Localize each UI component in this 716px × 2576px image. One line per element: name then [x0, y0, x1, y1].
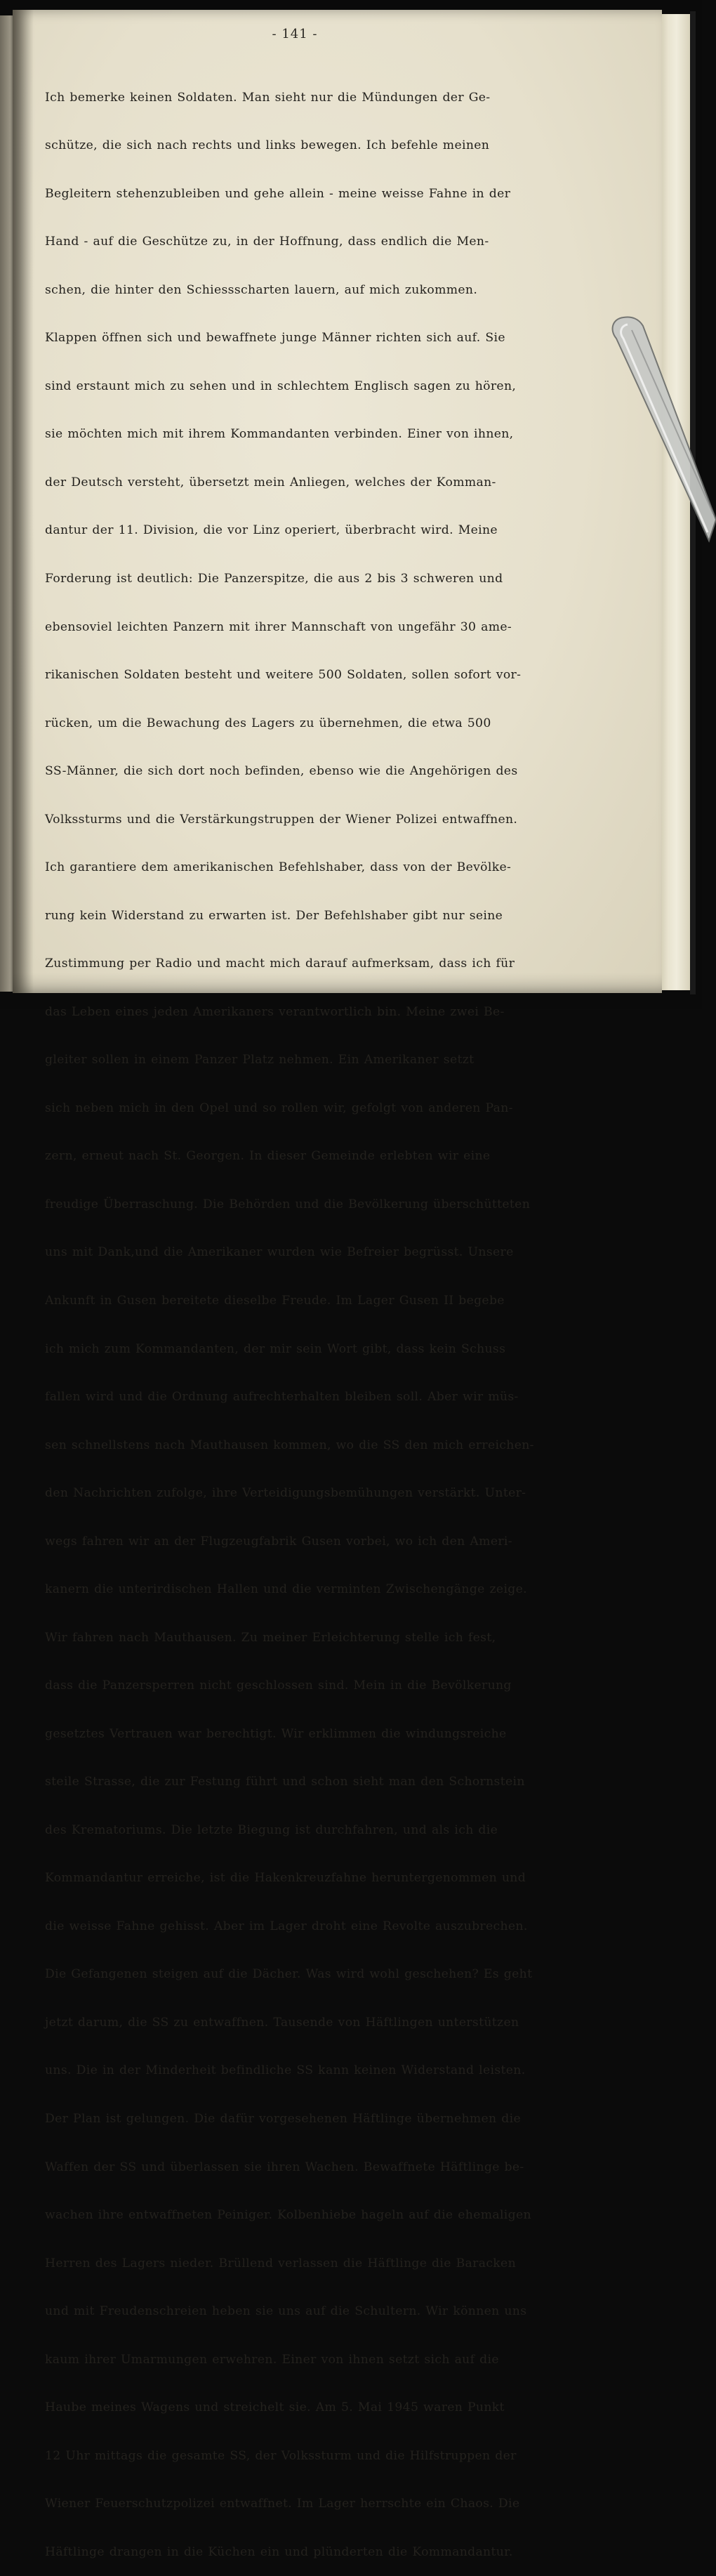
text-line: Ich garantiere dem amerikanischen Befehlshaber, dass von der Bevölke-	[45, 860, 512, 875]
text-line: dantur der 11. Division, die vor Linz operiert, überbracht wird. Meine	[45, 523, 498, 538]
text-line: kanern die unterirdischen Hallen und die verminten Zwischengänge zeige.	[45, 1582, 527, 1597]
text-line: Waffen der SS und überlassen sie ihren Wachen. Bewaffnete Häftlinge be-	[45, 2160, 524, 2174]
text-line: Herren des Lagers nieder. Brüllend verlassen die Häftlinge die Baracken	[45, 2256, 517, 2271]
gutter-shadow	[13, 10, 34, 993]
text-line: Wiener Feuerschutzpolizei entwaffnet. Im Lager herrschte ein Chaos. Die	[45, 2497, 520, 2511]
text-line: und mit Freudenschreien heben sie uns auf die Schultern. Wir können uns	[45, 2304, 527, 2319]
text-line: Haube meines Wagens und streichelt sie. Am 5. Mai 1945 waren Punkt	[45, 2400, 505, 2415]
text-line: des Krematoriums. Die letzte Biegung ist durchfahren, und als ich die	[45, 1822, 498, 1837]
text-line: sich neben mich in den Opel und so rollen wir, gefolgt von anderen Pan-	[45, 1100, 513, 1115]
text-line: rikanischen Soldaten besteht und weitere 500 Soldaten, sollen sofort vor-	[45, 668, 522, 683]
text-line: Forderung ist deutlich: Die Panzerspitze, die aus 2 bis 3 schweren und	[45, 572, 503, 586]
text-line: SS-Männer, die sich dort noch befinden, ebenso wie die Angehörigen des	[45, 764, 518, 779]
text-line: wachen ihre entwaffneten Peiniger. Kolbenhiebe hageln auf die ehemaligen	[45, 2208, 531, 2223]
body-text	[45, 58, 606, 2576]
text-line: ebensoviel leichten Panzern mit ihrer Mannschaft von ungefähr 30 ame-	[45, 619, 512, 634]
text-line: Zustimmung per Radio und macht mich darauf aufmerksam, dass ich für	[45, 957, 515, 971]
text-line: fallen wird und die Ordnung aufrechterhalten bleiben soll. Aber wir müs-	[45, 1390, 519, 1405]
text-line: Klappen öffnen sich und bewaffnete junge Männer richten sich auf. Sie	[45, 331, 505, 346]
text-line: gesetztes Vertrauen war berechtigt. Wir erklimmen die windungsreiche	[45, 1726, 507, 1741]
text-line: jetzt darum, die SS zu entwaffnen. Tausende von Häftlingen unterstützen	[45, 2015, 519, 2030]
text-line: Ankunft in Gusen bereitete dieselbe Freude. Im Lager Gusen II begebe	[45, 1293, 505, 1308]
text-line: freudige Überraschung. Die Behörden und die Bevölkerung überschütteten	[45, 1197, 531, 1211]
text-line: Kommandantur erreiche, ist die Hakenkreuzfahne heruntergenommen und	[45, 1871, 526, 1886]
text-line: sen schnellstens nach Mauthausen kommen, wo die SS den mich erreichen-	[45, 1438, 534, 1452]
text-line: rücken, um die Bewachung des Lagers zu übernehmen, die etwa 500	[45, 716, 491, 730]
text-line: Häftlinge drangen in die Küchen ein und plünderten die Kommandantur.	[45, 2544, 513, 2559]
page-number: - 141 -	[272, 27, 318, 41]
text-line: Volkssturms und die Verstärkungstruppen der Wiener Polizei entwaffnen.	[45, 812, 518, 827]
text-line: der Deutsch versteht, übersetzt mein Anliegen, welches der Komman-	[45, 475, 496, 489]
text-line: dass die Panzersperren nicht geschlossen sind. Mein in die Bevölkerung	[45, 1678, 512, 1693]
text-line: gleiter sollen in einem Panzer Platz nehmen. Ein Amerikaner setzt	[45, 1053, 475, 1067]
text-line: schen, die hinter den Schiessscharten lauern, auf mich zukommen.	[45, 282, 478, 297]
text-line: schütze, die sich nach rechts und links bewegen. Ich befehle meinen	[45, 138, 490, 153]
text-line: rung kein Widerstand zu erwarten ist. Der Befehlshaber gibt nur seine	[45, 908, 503, 923]
text-line: Ich bemerke keinen Soldaten. Man sieht nur die Mündungen der Ge-	[45, 90, 491, 105]
text-line: Die Gefangenen steigen auf die Dächer. Was wird wohl geschehen? Es geht	[45, 1967, 533, 1982]
text-line: Wir fahren nach Mauthausen. Zu meiner Erleichterung stelle ich fest,	[45, 1630, 496, 1645]
text-line: uns. Die in der Minderheit befindliche SS kann keinen Widerstand leisten.	[45, 2063, 526, 2078]
text-line: das Leben eines jeden Amerikaners verantwortlich bin. Meine zwei Be-	[45, 1004, 505, 1019]
text-line: Der Plan ist gelungen. Die dafür vorgesehenen Häftlinge übernehmen die	[45, 2112, 522, 2126]
text-line: kaum ihrer Umarmungen erwehren. Einer von ihnen setzt sich auf die	[45, 2352, 499, 2367]
text-line: die weisse Fahne gehisst. Aber im Lager droht eine Revolte auszubrechen.	[45, 1919, 528, 1933]
text-line: Begleitern stehenzubleiben und gehe allein - meine weisse Fahne in der	[45, 186, 511, 201]
text-line: uns mit Dank,und die Amerikaner wurden wie Befreier begrüsst. Unsere	[45, 1245, 514, 1260]
text-line: Hand - auf die Geschütze zu, in der Hoffnung, dass endlich die Men-	[45, 235, 489, 249]
text-line: sind erstaunt mich zu sehen und in schlechtem Englisch sagen zu hören,	[45, 379, 517, 393]
text-line: den Nachrichten zufolge, ihre Verteidigungsbemühungen verstärkt. Unter-	[45, 1486, 526, 1501]
text-line: wegs fahren wir an der Flugzeugfabrik Gusen vorbei, wo ich den Ameri-	[45, 1534, 512, 1549]
text-line: zern, erneut nach St. Georgen. In dieser Gemeinde erlebten wir eine	[45, 1149, 491, 1164]
text-line: ich mich zum Kommandanten, der mir sein Wort gibt, dass kein Schuss	[45, 1341, 506, 1356]
text-line: 12 Uhr mittags die gesamte SS, der Volkssturm und die Hilfstruppen der	[45, 2448, 517, 2463]
book-edge-shadow	[690, 11, 696, 994]
text-line: steile Strasse, die zur Festung führt und schon sieht man den Schornstein	[45, 1775, 525, 1789]
text-line: sie möchten mich mit ihrem Kommandanten verbinden. Einer von ihnen,	[45, 427, 514, 442]
page-bottom-shadow	[13, 973, 662, 993]
